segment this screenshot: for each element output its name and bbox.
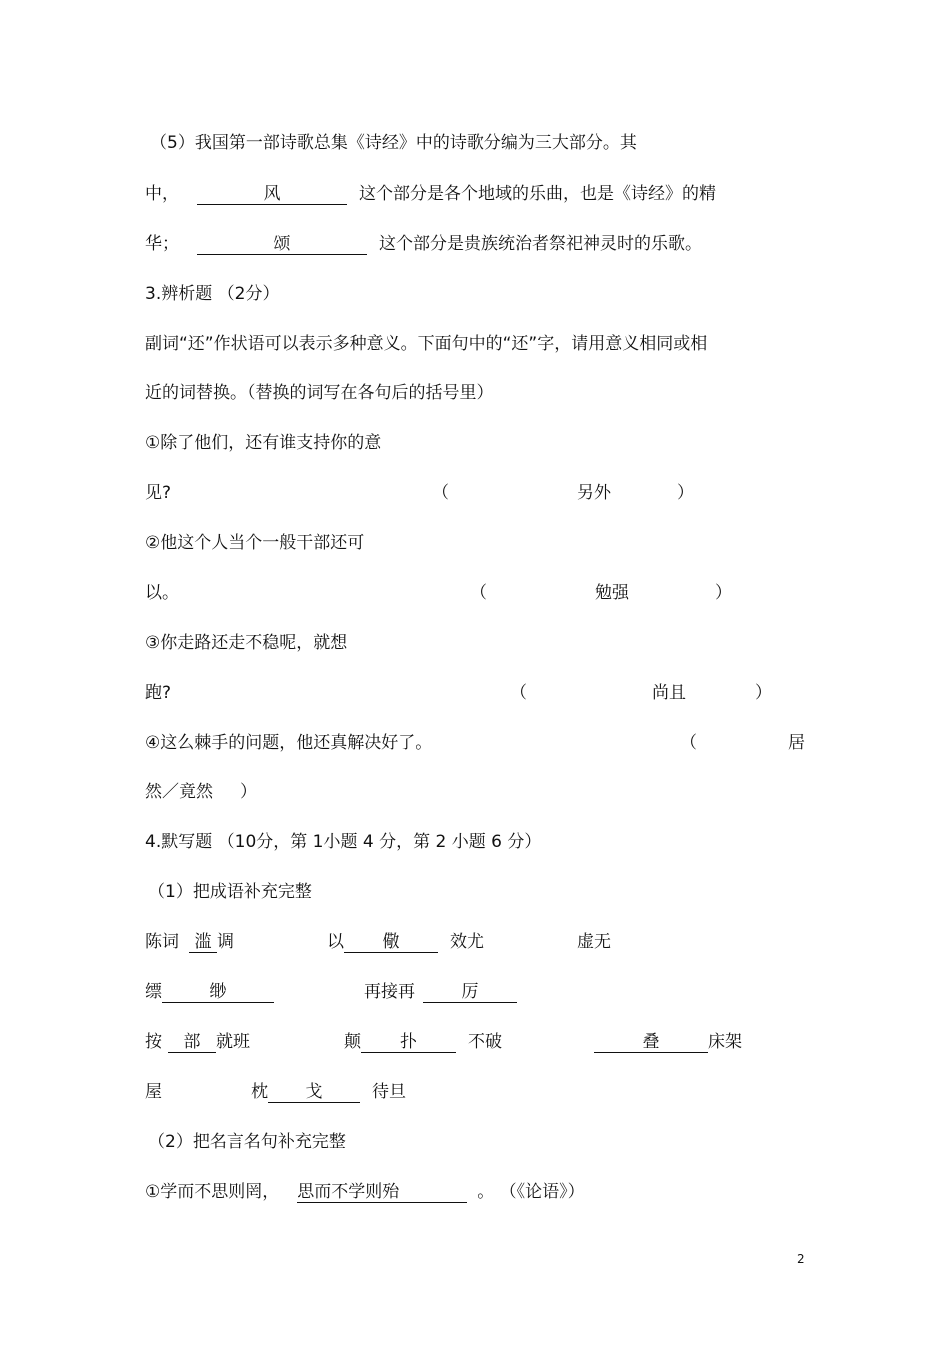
idiom-2-prefix: 以: [327, 932, 344, 952]
blank-pu[interactable]: [361, 1032, 456, 1053]
q3-item-2-sentence: ②他这个人当个一般干部还可: [145, 533, 365, 553]
answer-bu: 部: [183, 1032, 201, 1052]
idiom-5: [145, 1031, 250, 1053]
q3-item-3-open-paren: （: [510, 683, 527, 703]
idiom-2-suffix: 效尤: [450, 932, 484, 952]
q3-item-3-cont: 跑?: [145, 683, 172, 703]
q4-title: 4.默写题 （10分，第 1小题 4 分，第 2 小题 6 分）: [145, 832, 542, 852]
answer-lan: 滥: [194, 932, 212, 952]
q3-intro-2: 近的词替换。（替换的词写在各句后的括号里）: [145, 383, 494, 403]
q3-item-2-open-paren: （: [470, 583, 487, 603]
q5-line-2: [145, 183, 716, 205]
q3-item-4-answer-part-a[interactable]: 居: [788, 733, 805, 753]
idiom-3-prefix: 缥: [145, 982, 162, 1002]
idiom-1-prefix: 陈词: [145, 932, 179, 952]
blank-ge[interactable]: [268, 1082, 360, 1103]
quote-suffix: 。 （《论语》）: [477, 1182, 585, 1202]
q3-item-2-answer[interactable]: 勉强: [595, 583, 629, 603]
q3-item-4-answer-part-b[interactable]: 然／竟然: [145, 782, 213, 802]
idiom-3-end: [145, 981, 274, 1003]
q4-part2-title: （2）把名言名句补充完整: [148, 1132, 346, 1152]
q3-item-3-answer[interactable]: 尚且: [652, 683, 686, 703]
answer-ge: 戈: [305, 1082, 323, 1102]
answer-die: 叠: [642, 1032, 660, 1052]
idiom-7-start: [594, 1031, 742, 1053]
page-number: 2: [797, 1252, 805, 1266]
idiom-1: [145, 931, 234, 953]
answer-quote: 思而不学则殆: [297, 1182, 400, 1202]
blank-quote[interactable]: [297, 1182, 467, 1203]
q5-line-3: [145, 233, 702, 255]
q5-line-1: （5）我国第一部诗歌总集《诗经》中的诗歌分编为三大部分。其: [150, 133, 637, 153]
q5-line2-prefix: 中，: [145, 184, 179, 204]
idiom-6: [344, 1031, 502, 1053]
idiom-8: [251, 1081, 406, 1103]
blank-li[interactable]: [423, 982, 517, 1003]
answer-pu: 扑: [400, 1032, 417, 1052]
idiom-2: [327, 931, 484, 953]
q3-intro-1: 副词“还”作状语可以表示多种意义。下面句中的“还”字，请用意义相同或相: [145, 334, 708, 354]
idiom-5-suffix: 就班: [216, 1032, 250, 1052]
q3-item-4-close-paren: ）: [240, 782, 257, 802]
q3-item-2-cont: 以。: [145, 583, 179, 603]
q3-item-1-close-paren: ）: [677, 483, 694, 503]
q5-line3-suffix: 这个部分是贵族统治者祭祀神灵时的乐歌。: [379, 234, 702, 254]
idiom-4: [364, 981, 517, 1003]
answer-feng: 风: [263, 184, 281, 204]
quote-prefix: ①学而不思则罔，: [145, 1182, 280, 1202]
q3-item-2-close-paren: ）: [715, 583, 732, 603]
q3-item-3-close-paren: ）: [755, 683, 772, 703]
answer-jing: 儆: [382, 932, 400, 952]
quote-line: [145, 1181, 585, 1203]
q3-item-1-sentence: ①除了他们，还有谁支持你的意: [145, 433, 382, 453]
q4-part1-title: （1）把成语补充完整: [148, 882, 312, 902]
idiom-6-suffix: 不破: [468, 1032, 502, 1052]
blank-bu[interactable]: [168, 1032, 216, 1053]
q3-item-4-open-paren: （: [680, 733, 697, 753]
q3-item-1-answer[interactable]: 另外: [577, 483, 611, 503]
idiom-8-prefix: 枕: [251, 1082, 268, 1102]
blank-die[interactable]: [594, 1032, 708, 1053]
q3-item-1-cont: 见?: [145, 483, 172, 503]
idiom-6-prefix: 颠: [344, 1032, 361, 1052]
idiom-8-suffix: 待旦: [372, 1082, 406, 1102]
blank-song[interactable]: [197, 234, 367, 255]
q3-item-3-sentence: ③你走路还走不稳呢，就想: [145, 633, 348, 653]
idiom-5-prefix: 按: [145, 1032, 162, 1052]
blank-lan[interactable]: [189, 932, 217, 953]
blank-jing[interactable]: [344, 932, 438, 953]
q5-line2-suffix: 这个部分是各个地域的乐曲，也是《诗经》的精: [359, 184, 716, 204]
idiom-3-start: 虚无: [577, 932, 611, 952]
q3-item-1-open-paren: （: [432, 483, 449, 503]
answer-song: 颂: [273, 234, 291, 254]
blank-feng[interactable]: [197, 184, 347, 205]
q3-item-4-sentence: ④这么棘手的问题，他还真解决好了。: [145, 733, 433, 753]
idiom-1-suffix: 调: [217, 932, 234, 952]
blank-miao[interactable]: [162, 982, 274, 1003]
q3-title: 3.辨析题 （2分）: [145, 284, 280, 304]
answer-li: 厉: [461, 982, 479, 1002]
idiom-7-end: 屋: [145, 1082, 162, 1102]
idiom-4-prefix: 再接再: [364, 982, 415, 1002]
q5-line3-prefix: 华；: [145, 234, 179, 254]
answer-miao: 缈: [209, 982, 227, 1002]
idiom-7-suffix: 床架: [708, 1032, 742, 1052]
